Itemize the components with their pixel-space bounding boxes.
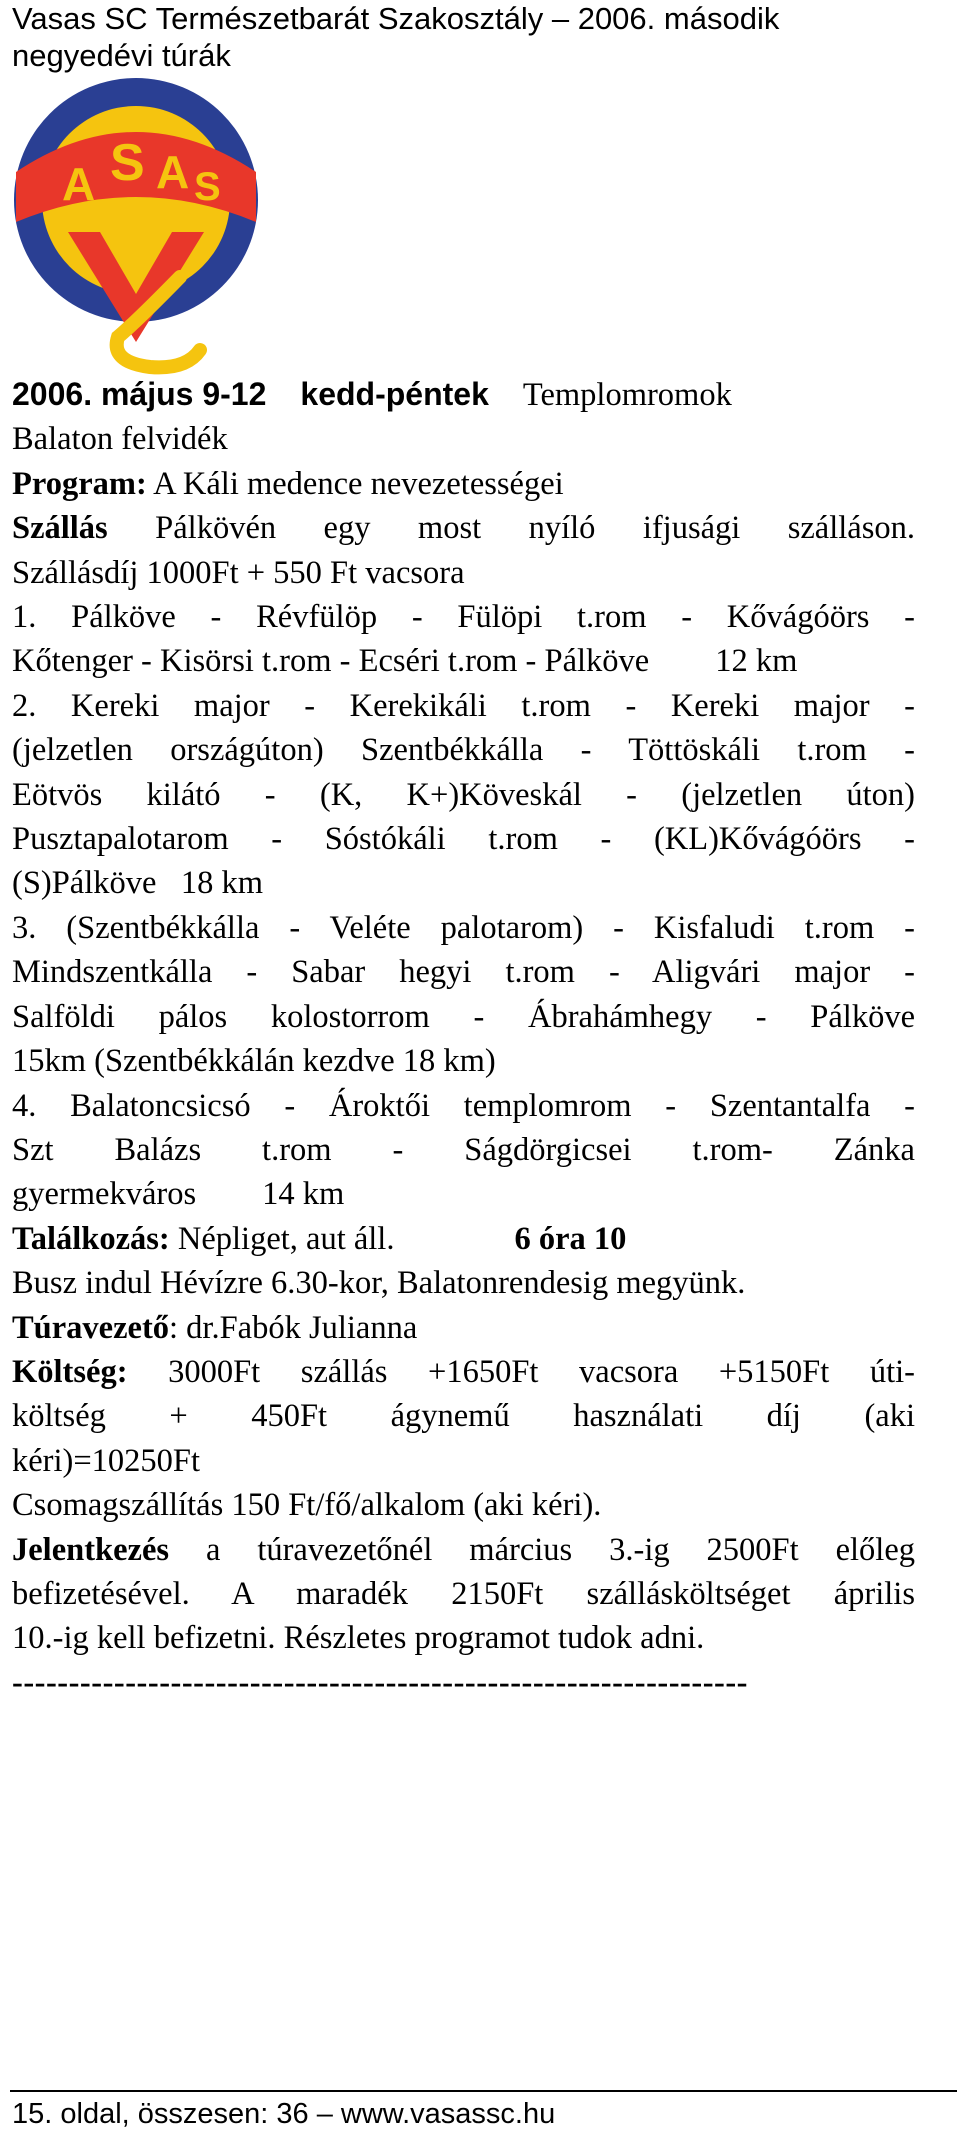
- cost-line: Költség: 3000Ft szállás +1650Ft vacsora +5150Ft úti-: [12, 1353, 915, 1390]
- tour-date: 2006. május 9-12: [12, 376, 267, 412]
- bus-line: Busz indul Hévízre 6.30-kor, Balatonrendesig megyünk.: [12, 1265, 746, 1302]
- logo-letter: A: [62, 158, 96, 210]
- day4-line: Szt Balázs t.rom - Ságdörgicsei t.rom- Zánka: [12, 1131, 915, 1168]
- footer-divider: [10, 2090, 957, 2092]
- lodging-text: Pálkövén egy most nyíló ifjusági szálláson.: [107, 510, 915, 547]
- day2-line: 2. Kereki major - Kerekikáli t.rom - Kereki major -: [12, 687, 915, 724]
- day4-line: 4. Balatoncsicsó - Ároktői templomrom - Szentantalfa -: [12, 1087, 915, 1124]
- day3-line: Salföldi pálos kolostorrom - Ábrahámhegy - Pálköve: [12, 998, 915, 1035]
- day2-distance: 18 km: [180, 865, 263, 902]
- page-header-title: Vasas SC Természetbarát Szakosztály – 2006. második negyedévi túrák: [12, 1, 780, 73]
- leader-line: [12, 1306, 915, 1350]
- meeting-line: [12, 1217, 915, 1261]
- page-footer: 15. oldal, összesen: 36 – www.vasassc.hu: [12, 2098, 556, 2130]
- day3-line: 3. (Szentbékkálla - Veléte palotarom) - Kisfaludi t.rom -: [12, 909, 915, 946]
- logo-letter: S: [194, 165, 221, 209]
- apply-line: befizetésével. A maradék 2150Ft szállásköltséget április: [12, 1575, 915, 1612]
- day2-line: Pusztapalotarom - Sóstókáli t.rom - (KL)Kővágóörs -: [12, 821, 915, 858]
- cost-line: kéri)=10250Ft: [12, 1442, 201, 1479]
- logo-letter: S: [110, 134, 145, 192]
- apply-line: Jelentkezés a túravezetőnél március 3.-ig 2500Ft előleg: [12, 1531, 915, 1568]
- luggage-line: Csomagszállítás 150 Ft/fő/alkalom (aki kéri).: [12, 1487, 602, 1524]
- tour-days: kedd-péntek: [300, 376, 489, 412]
- apply-line: 10.-ig kell befizetni. Részletes programot tudok adni.: [12, 1620, 705, 1657]
- day1-distance: 12 km: [715, 643, 798, 680]
- lodging-label: Szállás: [12, 510, 108, 547]
- day4-distance: 14 km: [262, 1176, 345, 1213]
- day3-line: Mindszentkálla - Sabar hegyi t.rom - Aligvári major -: [12, 954, 915, 991]
- tour-heading: [12, 372, 915, 417]
- day4-line: gyermekváros 14 km: [12, 1176, 345, 1213]
- program-line: [12, 462, 915, 506]
- leader-text: : dr.Fabók Julianna: [169, 1309, 418, 1346]
- program-label: Program:: [12, 465, 147, 502]
- day1-line: 1. Pálköve - Révfülöp - Fülöpi t.rom - Kővágóörs -: [12, 599, 915, 636]
- logo-letter: A: [156, 146, 190, 198]
- cost-label: Költség:: [12, 1353, 128, 1390]
- meeting-time: 6 óra 10: [514, 1220, 627, 1257]
- tour-region: Balaton felvidék: [12, 421, 228, 458]
- day2-line: (S)Pálköve 18 km: [12, 865, 263, 902]
- day2-line: Eötvös kilátó - (K, K+)Köveskál - (jelzetlen úton): [12, 776, 915, 813]
- vasas-logo: [10, 72, 262, 377]
- separator-line: -----------------------------------------------------------------: [12, 1664, 748, 1701]
- day1-line: Kőtenger - Kisörsi t.rom - Ecséri t.rom - Pálköve 12 km: [12, 643, 798, 680]
- tour-description: [12, 372, 915, 1705]
- meeting-text: Népliget, aut áll.: [169, 1220, 395, 1257]
- day3-line: 15km (Szentbékkálán kezdve 18 km): [12, 1043, 496, 1080]
- apply-label: Jelentkezés: [12, 1531, 170, 1568]
- lodging-fee: Szállásdíj 1000Ft + 550 Ft vacsora: [12, 554, 465, 591]
- day2-line: (jelzetlen országúton) Szentbékkálla - Töttöskáli t.rom -: [12, 732, 915, 769]
- program-text: A Káli medence nevezetességei: [146, 465, 564, 502]
- leader-label: Túravezető: [12, 1309, 170, 1346]
- lodging-line: [12, 506, 915, 550]
- meeting-label: Találkozás:: [12, 1220, 170, 1257]
- cost-line: költség + 450Ft ágynemű használati díj (aki: [12, 1398, 915, 1435]
- tour-title: Templomromok: [522, 377, 732, 413]
